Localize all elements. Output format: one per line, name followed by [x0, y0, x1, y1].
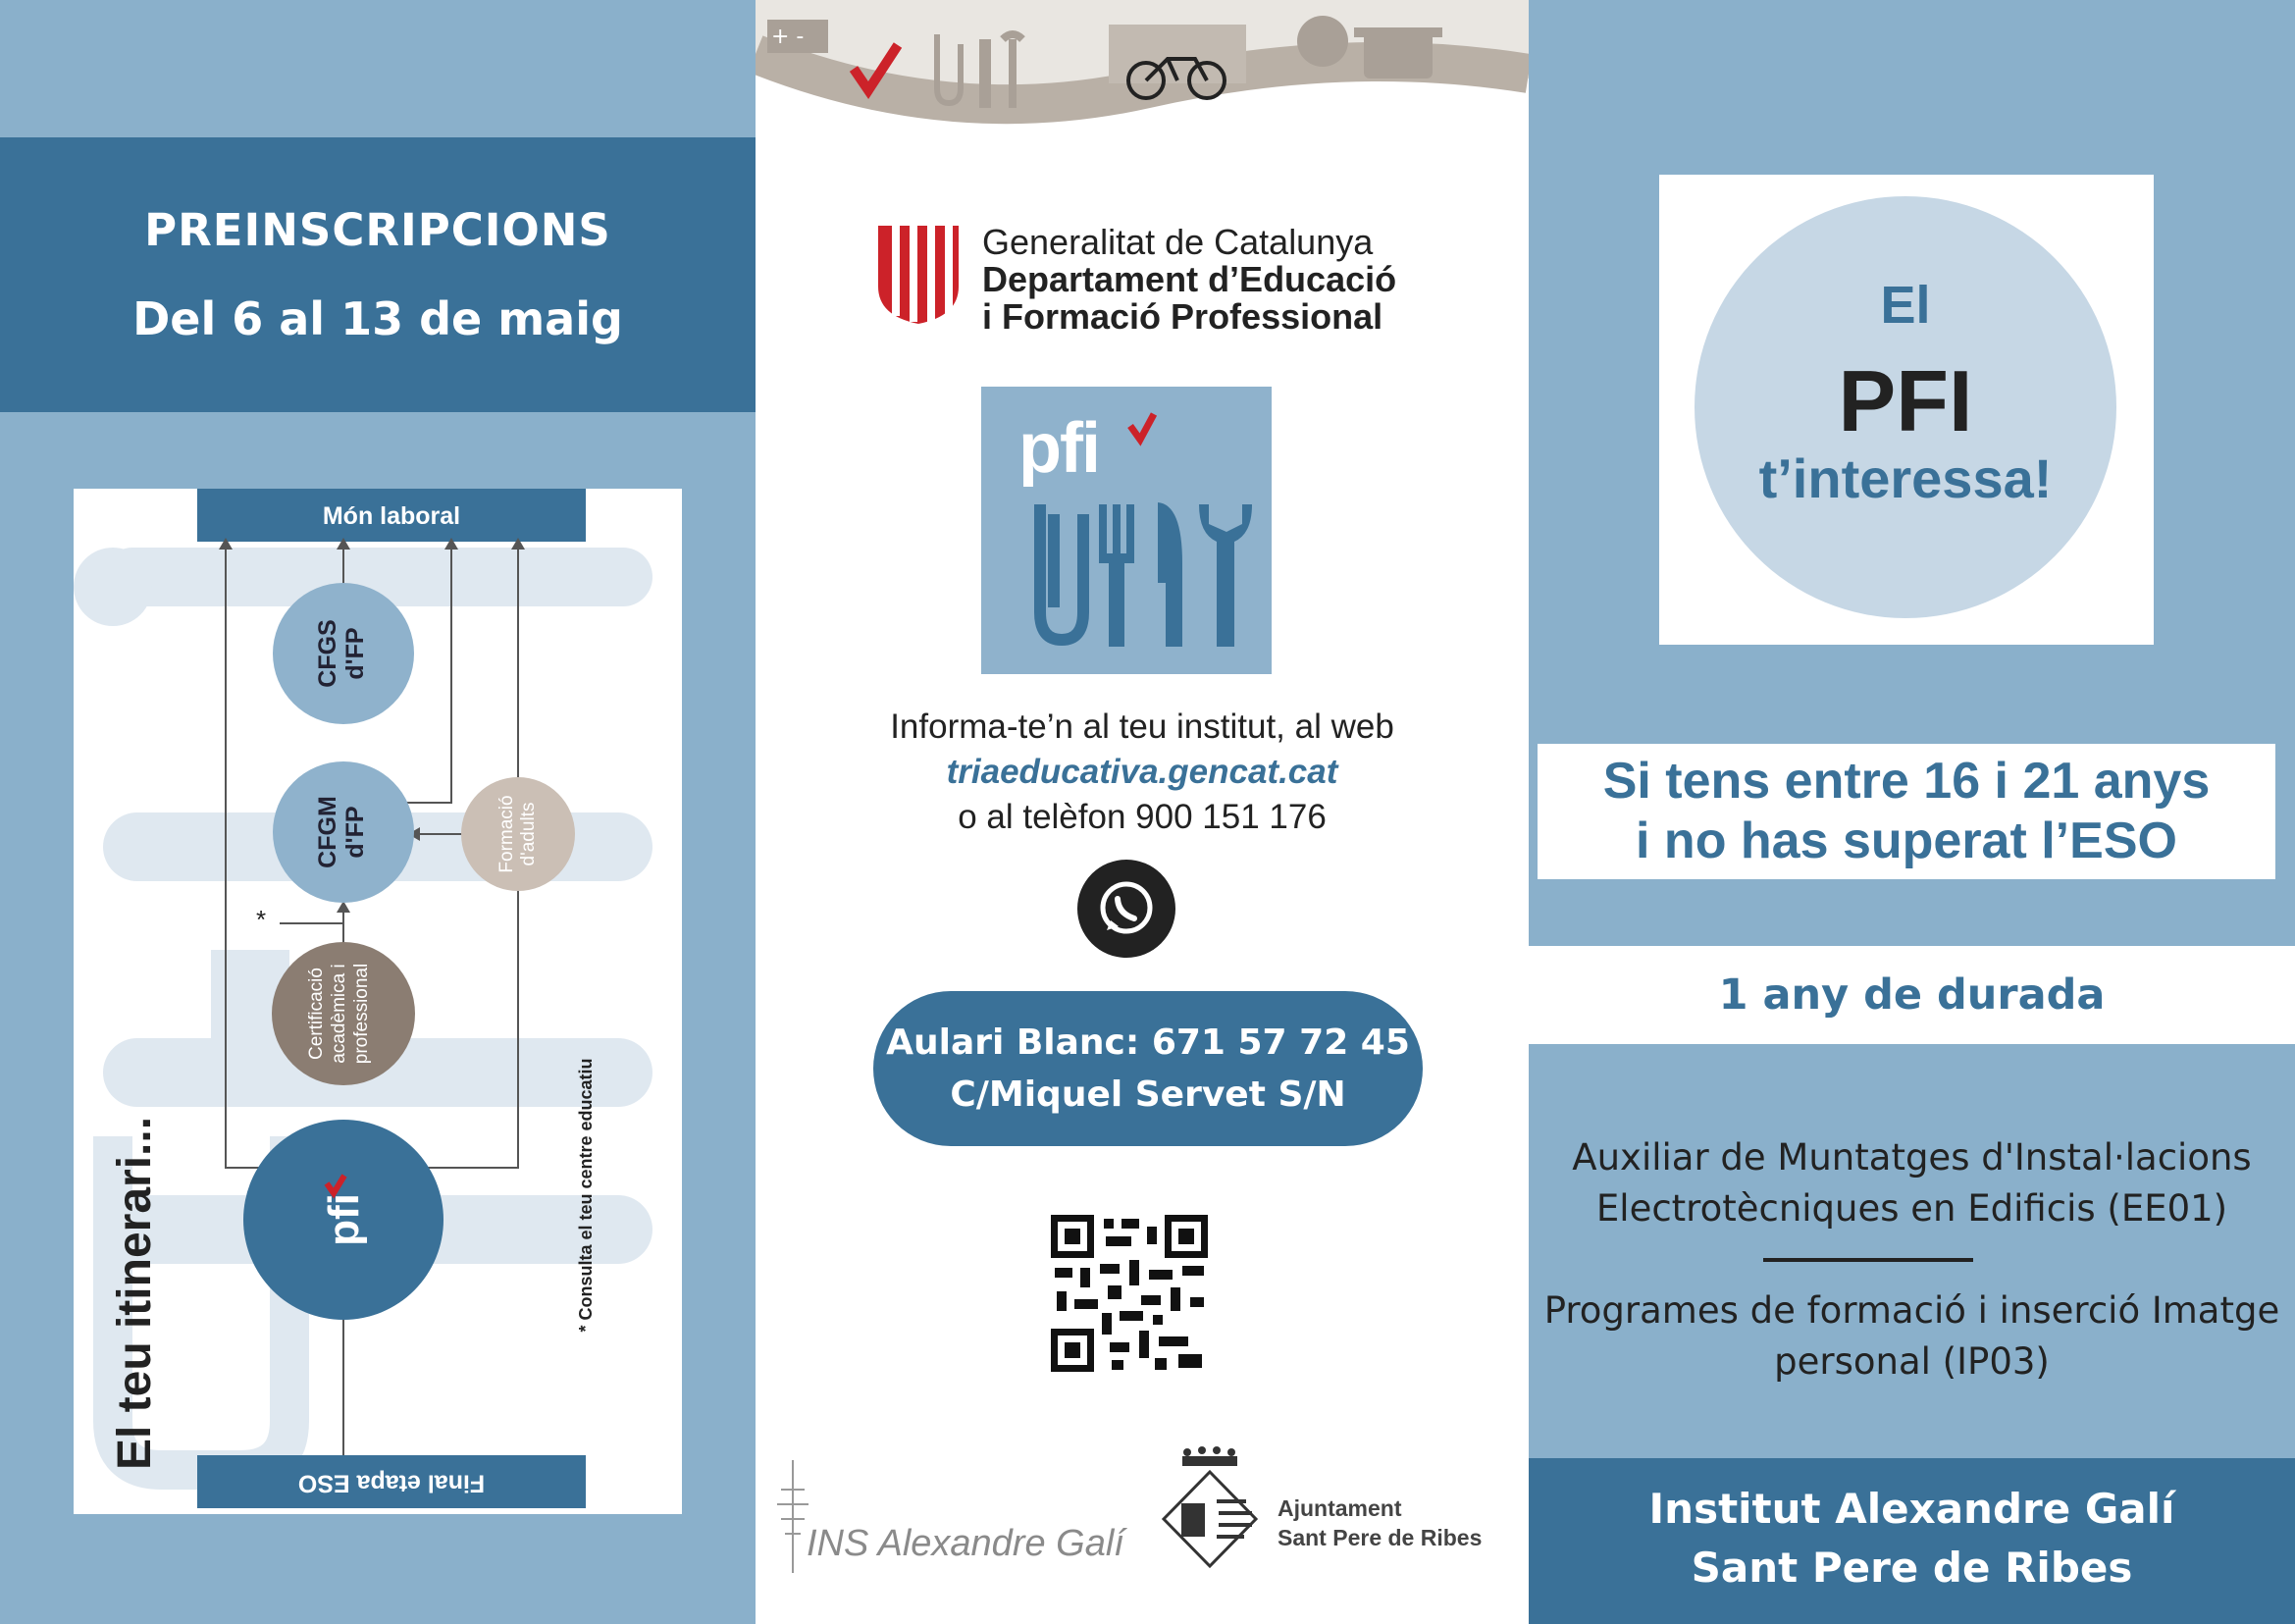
itinerary-diagram	[74, 489, 682, 1514]
course-divider	[1763, 1258, 1973, 1262]
course-2-line-2: personal (IP03)	[1774, 1340, 2050, 1383]
course-1-line-2: Electrotècniques en Edificis (EE01)	[1595, 1187, 2228, 1230]
gencat-line-2: Departament d’Educació	[982, 259, 1397, 299]
pot-icon	[1354, 27, 1442, 79]
cfgm-label-2: d'FP	[341, 806, 369, 859]
ajuntament-line-1: Ajuntament	[1278, 1495, 1402, 1521]
age-requirement-box	[1538, 744, 2275, 879]
cfgs-label-1: CFGS	[314, 619, 341, 688]
info-line-3: o al telèfon 900 151 176	[958, 798, 1327, 836]
ajuntament-shield-icon	[1158, 1442, 1266, 1590]
info-text	[756, 705, 1529, 840]
adults-label-2: d'adults	[518, 802, 539, 866]
ajuntament-line-2: Sant Pere de Ribes	[1278, 1525, 1483, 1550]
pfi-logo-box	[981, 387, 1272, 674]
institute-banner	[1529, 1458, 2295, 1624]
battery-icon	[767, 20, 828, 53]
pfi-circle-label: pfi	[320, 1193, 368, 1246]
ins-logo-label: INS Alexandre Galí	[807, 1523, 1124, 1564]
headline-line-2: PFI	[1838, 352, 1973, 449]
preinscription-banner	[0, 137, 756, 412]
ins-alexandre-gali-logo	[765, 1450, 1128, 1578]
age-line-1: Si tens entre 16 i 21 anys	[1602, 753, 2211, 810]
paperclip-icon	[1040, 504, 1083, 640]
headline-line-3: t’interessa!	[1758, 447, 2053, 509]
cfgm-label-1: CFGM	[314, 796, 341, 868]
asterisk-note: *	[256, 905, 267, 934]
itinerary-footnote: * Consulta el teu centre educatiu	[576, 1058, 596, 1333]
fork-icon	[1099, 504, 1134, 647]
final-etapa-eso-label: Final etapa ESO	[297, 1469, 486, 1497]
info-web-link[interactable]: triaeducativa.gencat.cat	[946, 753, 1338, 791]
ajuntament-logo	[1158, 1442, 1511, 1590]
fork-icon	[979, 39, 991, 108]
pfi-logo-label: pfi	[1018, 409, 1099, 488]
wrench-icon	[1199, 504, 1252, 647]
itinerary-title: El teu itinerari...	[109, 1116, 161, 1471]
cfgs-label-2: d'FP	[341, 627, 369, 680]
preinscription-dates: Del 6 al 13 de maig	[132, 292, 623, 345]
info-line-1: Informa-te’n al teu institut, al web	[890, 707, 1394, 746]
tools-strip	[756, 0, 1529, 147]
adults-label-1: Formació	[496, 795, 517, 873]
aulari-contact-pill	[873, 991, 1423, 1146]
cert-label-3: professional	[351, 963, 372, 1065]
gencat-line-3: i Formació Professional	[982, 296, 1383, 337]
generalitat-shield-icon	[868, 218, 968, 328]
checkmark-icon	[1130, 414, 1154, 440]
gauge-icon	[1297, 16, 1348, 67]
gencat-line-1: Generalitat de Catalunya	[982, 222, 1374, 262]
svg-text:+ -: + -	[771, 25, 805, 49]
headline-line-1: El	[1880, 276, 1931, 335]
mon-laboral-label: Món laboral	[322, 502, 461, 530]
course-2-line-1: Programes de formació i inserció Imatge	[1543, 1289, 2280, 1332]
whatsapp-icon[interactable]	[1077, 860, 1175, 958]
course-1-line-1: Auxiliar de Muntatges d'Instal·lacions	[1572, 1136, 2252, 1179]
institute-name: Institut Alexandre Galí	[1648, 1485, 2175, 1533]
age-line-2: i no has superat l’ESO	[1636, 812, 2177, 869]
qr-code-icon[interactable]	[1051, 1215, 1208, 1372]
generalitat-logo	[868, 218, 1418, 337]
duration-banner: 1 any de durada	[1529, 946, 2295, 1044]
courses-list	[1529, 1044, 2295, 1458]
cert-label-1: Certificació	[306, 968, 327, 1060]
aulari-phone: Aulari Blanc: 671 57 72 45	[886, 1022, 1410, 1063]
aulari-address: C/Miquel Servet S/N	[950, 1074, 1346, 1115]
institute-town: Sant Pere de Ribes	[1691, 1544, 2133, 1592]
knife-icon	[1158, 502, 1182, 647]
cert-label-2: acadèmica i	[329, 964, 349, 1064]
preinscription-title: PREINSCRIPCIONS	[144, 204, 611, 256]
headline-circle	[1695, 196, 2116, 618]
